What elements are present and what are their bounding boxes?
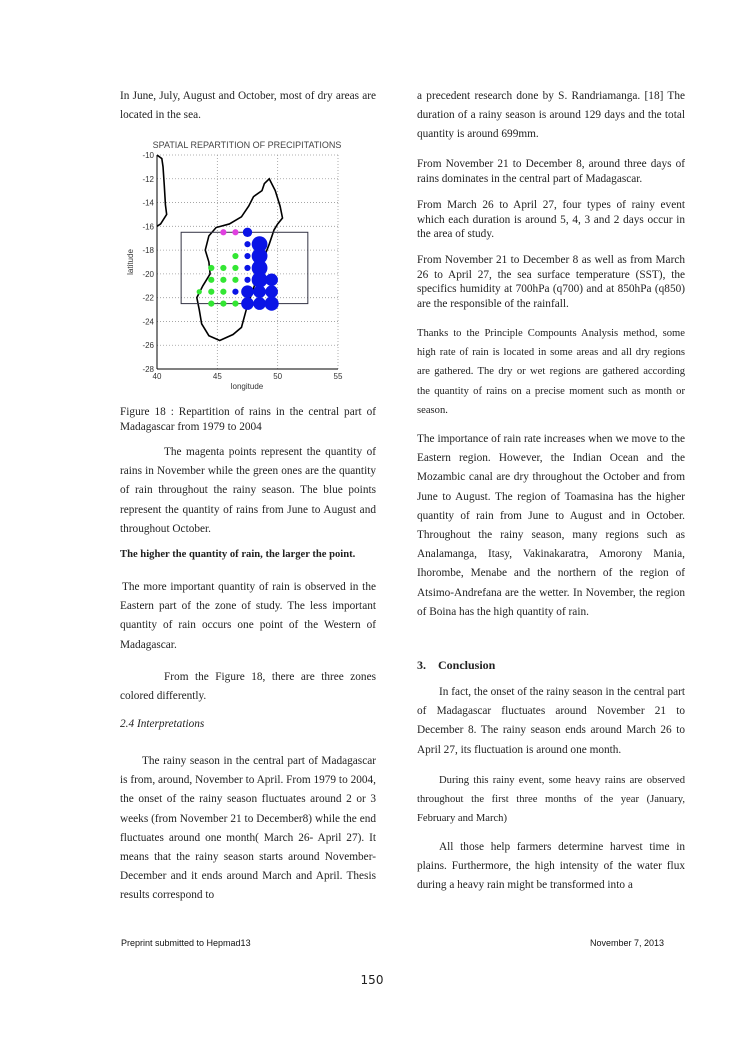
rain-point-green bbox=[232, 277, 238, 283]
y-tick-label: -16 bbox=[142, 222, 154, 232]
x-tick-label: 55 bbox=[333, 372, 343, 381]
paragraph: The rainy season in the central part of Madagascar is from, around, November to April. From 1979 to 2004, the onset of the rainy season fluctuates around 2 or 3 weeks (from November 21 to December8) while the end fluctuates around one month( March 26- April 27). It means that the rainy season starts around November-December and it ends around March and April. Thesis results correspond to bbox=[120, 755, 376, 902]
y-tick-label: -28 bbox=[142, 365, 154, 374]
rain-point-green bbox=[208, 277, 214, 283]
x-tick-label: 45 bbox=[212, 372, 222, 381]
footer-date: November 7, 2013 bbox=[590, 938, 665, 948]
rain-point-magenta bbox=[220, 229, 226, 235]
paragraph: a precedent research done by S. Randriamanga. [18] The duration of a rainy season is around 129 days and the total quantity is around 699mm. bbox=[417, 90, 685, 141]
paragraph: All those help farmers determine harvest time in plains. Furthermore, the high intensity of the water flux during a heavy rain might be transformed into a bbox=[417, 841, 685, 892]
rain-point-blue bbox=[241, 297, 254, 310]
page-number: 150 bbox=[360, 973, 384, 987]
rain-point-green bbox=[208, 301, 214, 307]
rain-point-blue bbox=[244, 253, 250, 259]
rain-point-blue bbox=[244, 265, 250, 271]
paragraph: Thanks to the Principle Compounts Analysis method, some high rate of rain is located in some areas and all dry regions are gathered. The dry or wet regions are gathered according the quantity of rains on a precise moment such as month or season. bbox=[417, 328, 685, 416]
rain-point-green bbox=[208, 289, 214, 295]
rain-point-green bbox=[208, 265, 214, 271]
y-tick-label: -12 bbox=[142, 174, 154, 184]
rain-point-blue bbox=[253, 297, 266, 310]
rain-point-blue bbox=[265, 285, 278, 298]
rain-point-green bbox=[220, 265, 226, 271]
conclusion-heading: 3. Conclusion bbox=[417, 658, 496, 672]
x-tick-label: 50 bbox=[273, 372, 283, 381]
rain-point-green bbox=[232, 301, 238, 307]
rain-point-blue bbox=[252, 272, 268, 288]
paragraph: From March 26 to April 27, four types of rainy event which each duration is around 5, 4, 3 and 2 days occur in the area of study. bbox=[417, 199, 685, 240]
y-tick-label: -10 bbox=[142, 151, 154, 160]
x-axis-label: longitude bbox=[230, 382, 264, 391]
paragraph: The importance of rain rate increases when we move to the Eastern region. However, the Indian Ocean and the Mozambic canal are dry throughout the October and from June to August. The region of Toamasina has the higher quantity of rain from June to August and in October. Throughout the rainy season, many regions such as Analamanga, Itasy, Vakinakaratra, Amorony Mania, Ihorombe, Menabe and the northern of the region of Atsimo-Andrefana are the wetter. In November, the region of Boina has the high quantity of rain. bbox=[417, 433, 685, 618]
rain-point-blue bbox=[265, 274, 278, 287]
paragraph: From the Figure 18, there are three zones colored differently. bbox=[120, 671, 376, 703]
footer-preprint: Preprint submitted to Hepmad13 bbox=[121, 938, 251, 948]
rain-point-blue bbox=[243, 228, 252, 237]
rain-point-green bbox=[220, 277, 226, 283]
plot-area bbox=[157, 155, 338, 369]
rain-point-blue bbox=[244, 277, 250, 283]
y-tick-label: -24 bbox=[142, 317, 154, 327]
rain-point-green bbox=[232, 265, 238, 271]
y-tick-label: -26 bbox=[142, 341, 154, 351]
rain-point-blue bbox=[241, 285, 254, 298]
rain-point-green bbox=[197, 289, 202, 294]
x-tick-label: 40 bbox=[152, 372, 162, 381]
paragraph: In fact, the onset of the rainy season in the central part of Madagascar fluctuates around November 21 to December 8. The rainy season ends around March 26 to April 27, its fluctuation is around one month. bbox=[417, 686, 685, 756]
paragraph: The higher the quantity of rain, the larger the point. bbox=[120, 549, 356, 560]
rain-point-blue bbox=[253, 285, 266, 298]
y-tick-label: -14 bbox=[142, 198, 154, 208]
y-tick-label: -18 bbox=[142, 246, 154, 256]
paragraph: The more important quantity of rain is observed in the Eastern part of the zone of study. The less important quantity of rain occurs one point of the Western of Madagascar. bbox=[120, 581, 376, 651]
paragraph: During this rainy event, some heavy rains are observed throughout the first three months of the year (January, February and March) bbox=[417, 775, 685, 825]
rain-point-green bbox=[220, 301, 226, 307]
paragraph: In June, July, August and October, most of dry areas are located in the sea. bbox=[120, 90, 376, 122]
y-tick-label: -22 bbox=[142, 293, 154, 303]
rain-point-blue bbox=[232, 289, 238, 295]
section-heading bbox=[417, 656, 685, 675]
rain-point-green bbox=[220, 289, 226, 295]
figure-caption: Figure 18 : Repartition of rains in the central part of Madagascar from 1979 to 2004 bbox=[120, 406, 376, 433]
rain-point-blue bbox=[265, 297, 279, 311]
paragraph: The magenta points represent the quantity of rains in November while the green ones are the quantity of rain throughout the rainy season. The blue points represent the quantity of rains from June to August and throughout October. bbox=[120, 446, 376, 535]
chart-title: SPATIAL REPARTITION OF PRECIPITATIONS bbox=[152, 140, 342, 150]
rain-point-magenta bbox=[232, 229, 238, 235]
rain-point-green bbox=[232, 253, 238, 259]
section-heading: 2.4 Interpretations bbox=[120, 718, 205, 730]
paragraph: From November 21 to December 8 as well as from March 26 to April 27, the sea surface temperature (SST), the specifics humidity at 700hPa (q700) and at 850hPa (q850) are the responsible of the rainfall. bbox=[417, 254, 685, 310]
y-tick-label: -20 bbox=[142, 269, 154, 279]
rain-point-blue bbox=[244, 241, 250, 247]
paragraph: From November 21 to December 8, around three days of rains dominates in the central part of Madagascar. bbox=[417, 158, 685, 185]
y-axis-label: latitude bbox=[126, 249, 135, 275]
